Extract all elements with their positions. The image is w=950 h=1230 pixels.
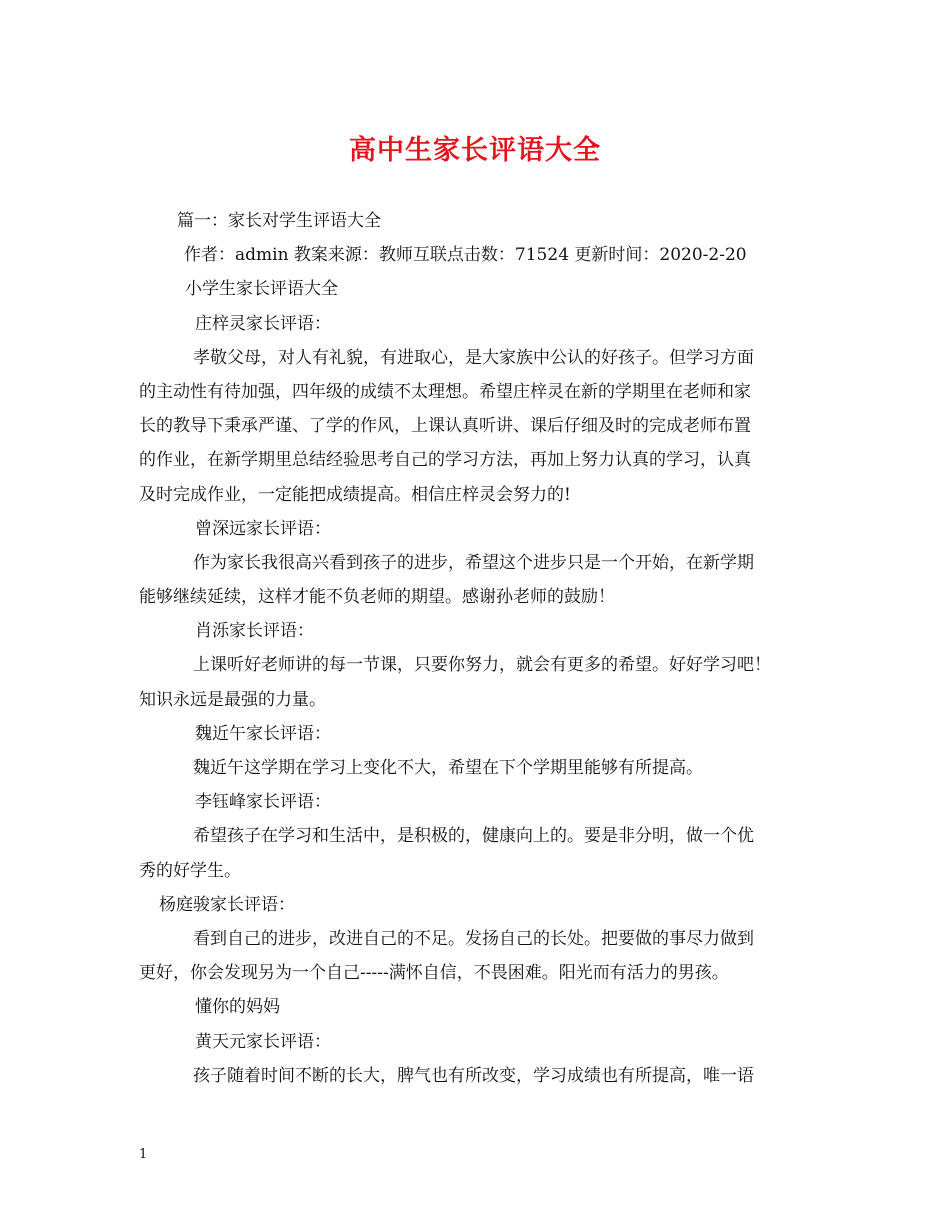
text-line: 孝敬父母，对人有礼貌，有进取心，是大家族中公认的好孩子。但学习方面 — [193, 347, 754, 368]
text-line: 知识永远是最强的力量。 — [139, 689, 326, 710]
text-line: 更好，你会发现另为一个自己-----满怀自信，不畏困难。阳光而有活力的男孩。 — [139, 963, 729, 984]
text-line: 作者：admin 教案来源：教师互联点击数：71524 更新时间：2020-2-20 — [184, 245, 747, 266]
text-line: 小学生家长评语大全 — [185, 279, 338, 300]
text-line: 魏近午这学期在学习上变化不大，希望在下个学期里能够有所提高。 — [193, 758, 703, 778]
text-line: 看到自己的进步，改进自己的不足。发扬自己的长处。把要做的事尽力做到 — [193, 928, 754, 949]
text-line: 懂你的妈妈 — [195, 997, 280, 1018]
text-line: 篇一：家长对学生评语大全 — [177, 211, 381, 231]
text-line: 的主动性有待加强，四年级的成绩不太理想。希望庄梓灵在新的学期里在老师和家 — [139, 381, 751, 402]
text-line: 能够继续延续，这样才能不负老师的期望。感谢孙老师的鼓励！ — [139, 587, 615, 608]
text-line: 曾深远家长评语： — [195, 518, 331, 539]
text-line: 及时完成作业，一定能把成绩提高。相信庄梓灵会努力的! — [139, 484, 571, 505]
text-line: 杨庭骏家长评语： — [159, 894, 295, 915]
text-line: 魏近午家长评语： — [195, 723, 331, 744]
text-line: 黄天元家长评语： — [195, 1031, 331, 1052]
text-line: 孩子随着时间不断的长大，脾气也有所改变，学习成绩也有所提高，唯一语 — [193, 1065, 754, 1086]
text-line: 的作业，在新学期里总结经验思考自己的学习方法，再加上努力认真的学习，认真 — [139, 450, 751, 471]
text-line: 希望孩子在学习和生活中，是积极的，健康向上的。要是非分明，做一个优 — [193, 826, 754, 847]
document-body — [139, 204, 819, 1093]
page-number: 1 — [139, 1147, 148, 1162]
text-line: 上课听好老师讲的每一节课，只要你努力，就会有更多的希望。好好学习吧！ — [193, 655, 771, 676]
text-line: 秀的好学生。 — [139, 860, 241, 881]
text-line: 李钰峰家长评语： — [195, 792, 331, 813]
text-line: 长的教导下秉承严谨、了学的作风，上课认真听讲、课后仔细及时的完成老师布置 — [139, 416, 751, 437]
text-line: 庄梓灵家长评语： — [195, 313, 331, 334]
text-line: 肖泺家长评语： — [195, 621, 314, 642]
text-line: 作为家长我很高兴看到孩子的进步，希望这个进步只是一个开始，在新学期 — [193, 552, 754, 573]
document-title: 高中生家长评语大全 — [349, 135, 601, 166]
